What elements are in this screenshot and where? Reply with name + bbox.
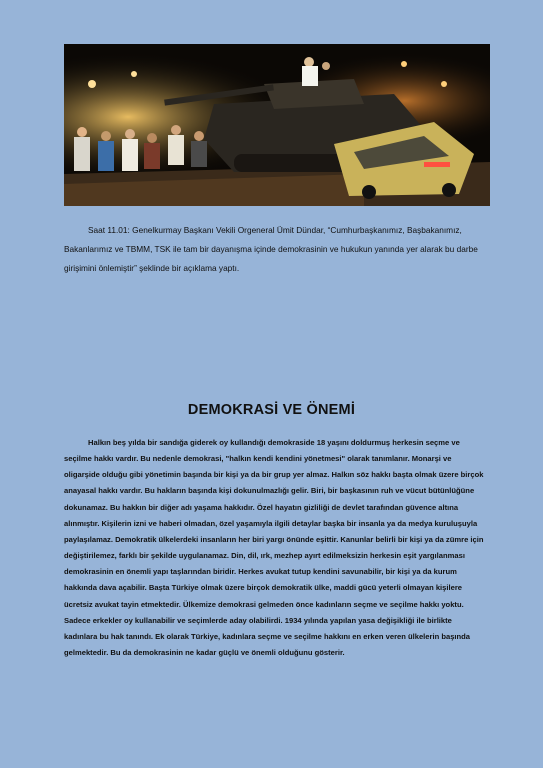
news-photo <box>64 44 490 206</box>
photo-caption: Saat 11.01: Genelkurmay Başkanı Vekili Orgeneral Ümit Dündar, “Cumhurbaşkanımız, Başbakanımız, Bakanlarımız ve TBMM, TSK ile tam bir dayanışma içinde demokrasinin ve hukukun yanında yer alarak bu darbe girişimini önlemiştir” şeklinde bir açıklama yaptı. <box>64 225 478 273</box>
section-body: Halkın beş yılda bir sandığa giderek oy kullandığı demokraside 18 yaşını doldurmuş herkesin seçme ve seçilme hakkı vardır. Bu nedenle demokrasi, "halkın kendi kendini yönetmesi" olarak tanımlanır. Monarşi ve oligarşide olduğu gibi yönetimin başında bir kişi ya da bir grup yer almaz. Halkın söz hakkı başta olmak üzere birçok anayasal hakkı vardır. Bu hakların başında kişi dokunulmazlığı gelir. Biri, bir başkasının ruh ve vücut bütünlüğüne dokunamaz. Bu hakkın bir diğer adı yaşama hakkıdır. Özel hayatın gizliliği de devlet tarafından güvence altına alınmıştır. Kişilerin izni ve haberi olmadan, özel yaşamıyla ilgili detaylar başka bir insanla ya da medya kuruluşuyla paylaşılamaz. Demokratik ülkelerdeki insanların her biri yargı önünde eşittir. Kanunlar belirli bir kişi ya da zümre için değiştirilemez, farklı bir şekilde uygulanamaz. Din, dil, ırk, mezhep ayırt edilmeksizin herkesin eşit yargılanması demokrasinin en önemli yapı taşlarından biridir. Herkes avukat tutup kendini savunabilir, bir kişi ya da kurum hakkında dava açabilir. Başta Türkiye olmak üzere birçok demokratik ülke, maddi gücü yeterli olmayan kişilere ücretsiz avukat tayin etmektedir. Ülkemize demokrasi gelmeden önce kadınların seçme ve seçilme hakkı yoktu. Sadece erkekler oy kullanabilir ve seçimlerde aday olabilirdi. 1934 yılında yapılan yasa değişikliği ile birlikte kadınlara bu hak tanındı. Ek olarak Türkiye, kadınlara seçme ve seçilme hakkını en erken veren ülkelerin başında gelmektedir. Bu da demokrasinin ne kadar güçlü ve önemli olduğunu gösterir. <box>64 438 484 658</box>
tank-crowd-night-photo <box>64 44 490 206</box>
section-title: DEMOKRASİ VE ÖNEMİ <box>187 402 356 418</box>
